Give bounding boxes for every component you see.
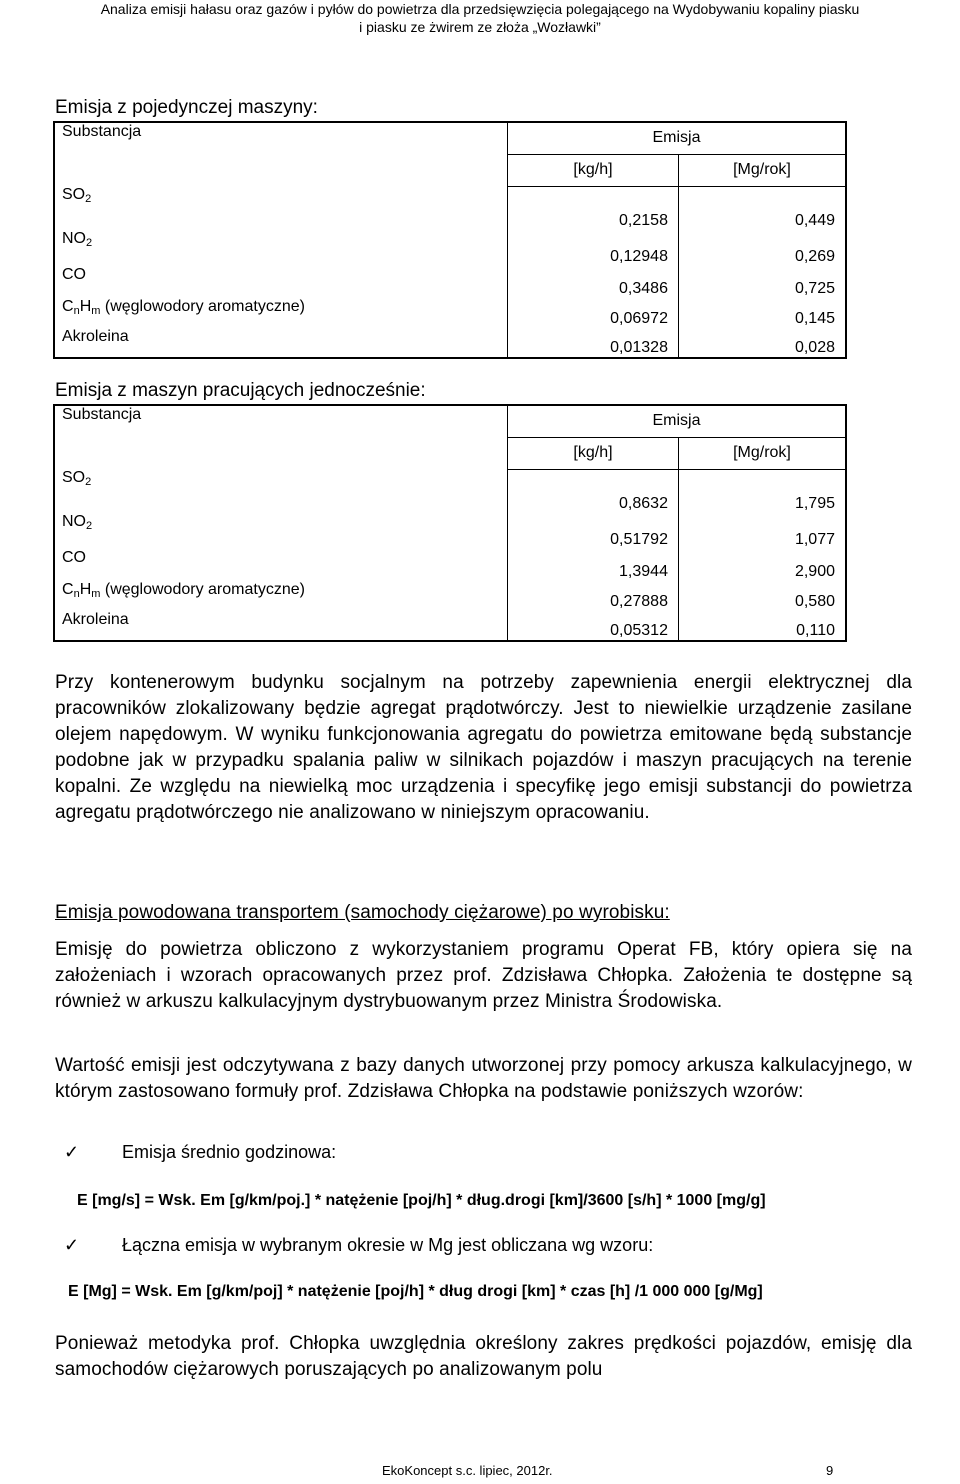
emission-kgh-value: 0,2158	[508, 186, 679, 230]
emission-mgrok-value: 1,795	[678, 469, 846, 513]
substance-name: $NO_2$	[62, 230, 93, 249]
substance-name: $NO_2$	[62, 513, 93, 532]
emission-mgrok-value: 0,580	[678, 581, 846, 611]
formula-intro-paragraph: Wartość emisji jest odczytywana z bazy danych utworzonej przy pomocy arkusza kalkulacyjnego, w którym zastosowano formuły prof. Zdzisława Chłopka na podstawie poniższych wzorów:	[55, 1055, 912, 1102]
bullet-hourly-label: Emisja średnio godzinowa:	[122, 1142, 337, 1162]
unit-kgh-header: [kg/h]	[508, 154, 679, 186]
emission-mgrok-value: 0,269	[678, 230, 846, 266]
substance-name: $SO_2$	[62, 186, 92, 205]
table-row	[54, 469, 846, 513]
generator-paragraph: Przy kontenerowym budynku socjalnym na potrzeby zapewnienia energii elektrycznej dla pracowników zlokalizowany będzie agregat prądotwórczy. Jest to niewielkie urządzenie zasilane olejem napędowym. W wyniku funkcjonowania agregatu do powietrza emitowane będą substancje podobne jak w przypadku spalania paliw w silnikach pojazdów i maszyn pracujących na terenie kopalni. Ze względu na niewielką moc urządzenia i specyfikę jego emisji substancji do powietrza agregatu prądotwórczego nie analizowano w niniejszym opracowaniu.	[55, 672, 912, 823]
substance-name: Akroleina	[62, 328, 129, 345]
emission-mgrok-value: 0,449	[678, 186, 846, 230]
emission-kgh-value: 0,3486	[508, 266, 679, 298]
emission-kgh-value: 0,05312	[508, 611, 679, 641]
col-emission-header: Emisja	[508, 405, 847, 437]
table-row	[54, 298, 846, 328]
multi-machine-emission-table	[53, 404, 847, 642]
emission-kgh-value: 1,3944	[508, 549, 679, 581]
bullet-total	[64, 1235, 653, 1256]
emission-mgrok-value: 0,145	[678, 298, 846, 328]
substance-name: CO	[62, 549, 86, 566]
substance-name: $SO_2$	[62, 469, 92, 488]
unit-kgh-header: [kg/h]	[508, 437, 679, 469]
table-row	[54, 513, 846, 549]
formula-hourly: E [mg/s] = Wsk. Em [g/km/poj.] * natężenie [poj/h] * dług.drogi [km]/3600 [s/h] * 1000 [mg/g]	[77, 1192, 766, 1209]
page-number: 9	[826, 1463, 834, 1478]
table-row	[54, 549, 846, 581]
running-header-line1: Analiza emisji hałasu oraz gazów i pyłów do powietrza dla przedsięwzięcia polegającego na Wydobywaniu kopaliny piasku	[100, 1, 860, 17]
method-paragraph: Emisję do powietrza obliczono z wykorzystaniem programu Operat FB, który opiera się na założeniach i wzorach opracowanych przez prof. Zdzisława Chłopka. Założenia te dostępne są również w arkuszu kalkulacyjnym dystrybuowanym przez Ministra Środowiska.	[55, 939, 912, 1012]
emission-kgh-value: 0,06972	[508, 298, 679, 328]
emission-mgrok-value: 2,900	[678, 549, 846, 581]
table-row	[54, 611, 846, 641]
substance-name: $C_nH_m$ (węglowodory aromatyczne)	[62, 298, 305, 317]
single-machine-emission-table	[53, 121, 847, 359]
check-icon: ✓	[64, 1235, 80, 1255]
emission-mgrok-value: 0,028	[678, 328, 846, 358]
col-emission-header: Emisja	[508, 122, 847, 154]
table-row	[54, 581, 846, 611]
unit-mgrok-header: [Mg/rok]	[678, 154, 846, 186]
formula-total: E [Mg] = Wsk. Em [g/km/poj] * natężenie [poj/h] * dług drogi [km] * czas [h] /1 000 000 [g/Mg]	[68, 1283, 763, 1300]
single-machine-title: Emisja z pojedynczej maszyny:	[55, 97, 318, 118]
table-row	[54, 328, 846, 358]
col-substance-header: Substancja	[62, 123, 142, 140]
emission-kgh-value: 0,51792	[508, 513, 679, 549]
table-row	[54, 266, 846, 298]
emission-kgh-value: 0,8632	[508, 469, 679, 513]
footer-company: EkoKoncept s.c. lipiec, 2012r.	[382, 1463, 553, 1478]
emission-mgrok-value: 0,110	[678, 611, 846, 641]
substance-name: CO	[62, 266, 86, 283]
unit-mgrok-header: [Mg/rok]	[678, 437, 846, 469]
check-icon: ✓	[64, 1142, 80, 1162]
multi-machine-title: Emisja z maszyn pracujących jednocześnie:	[55, 380, 426, 401]
emission-mgrok-value: 0,725	[678, 266, 846, 298]
emission-kgh-value: 0,27888	[508, 581, 679, 611]
running-header-line2: i piasku ze żwirem ze złoża „Wozławki”	[359, 19, 601, 35]
emission-mgrok-value: 1,077	[678, 513, 846, 549]
col-substance-header: Substancja	[62, 406, 142, 423]
table-row	[54, 186, 846, 230]
substance-name: $C_nH_m$ (węglowodory aromatyczne)	[62, 581, 305, 600]
table-row	[54, 230, 846, 266]
substance-name: Akroleina	[62, 611, 129, 628]
speed-paragraph: Ponieważ metodyka prof. Chłopka uwzględnia określony zakres prędkości pojazdów, emisję dla samochodów ciężarowych poruszających po analizowanym polu	[55, 1333, 912, 1380]
emission-kgh-value: 0,12948	[508, 230, 679, 266]
emission-kgh-value: 0,01328	[508, 328, 679, 358]
transport-heading: Emisja powodowana transportem (samochody ciężarowe) po wyrobisku:	[55, 902, 670, 923]
bullet-total-label: Łączna emisja w wybranym okresie w Mg jest obliczana wg wzoru:	[122, 1235, 654, 1255]
bullet-hourly	[64, 1142, 336, 1163]
